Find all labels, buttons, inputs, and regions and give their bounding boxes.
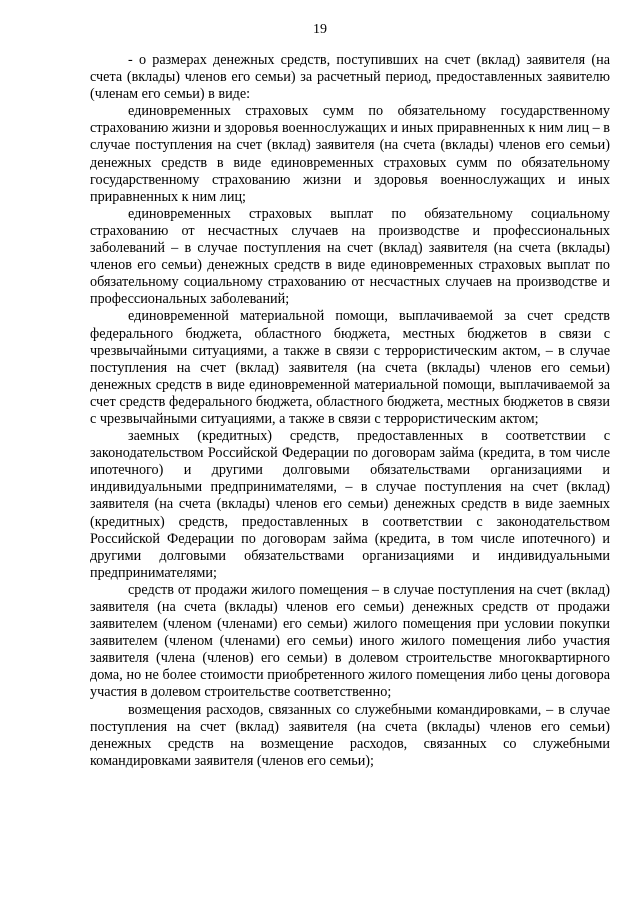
page-number: 19 bbox=[313, 22, 327, 37]
paragraph-intro: - о размерах денежных средств, поступивших на счет (вклад) заявителя (на счета (вклады) членов его семьи) за расчетный период, предоставленных заявителю (членам его семьи) в виде: bbox=[90, 52, 610, 103]
paragraph-loan-funds: заемных (кредитных) средств, предоставленных в соответствии с законодательством Российской Федерации по договорам займа (кредита, в том числе ипотечного) и другими долговыми обязательствами организациями и индивидуальными предпринимателями, – в случае поступления на счет (вклад) заявителя (на счета (вклады) членов его семьи) денежных средств в виде заемных (кредитных) средств, предоставленных в соответствии с законодательством Российской Федерации по договорам займа (кредита, в том числе ипотечного) и другими долговыми обязательствами организациями и индивидуальными предпринимателями; bbox=[90, 428, 610, 581]
paragraph-insurance-payments: единовременных страховых выплат по обязательному социальному страхованию от несчастных случаев на производстве и профессиональных заболеваний – в случае поступления на счет (вклад) заявителя (на счета (вклады) членов его семьи) денежных средств в виде единовременных страховых выплат по обязательному социальному страхованию от несчастных случаев на производстве и профессиональных заболеваний; bbox=[90, 205, 610, 308]
document-body bbox=[90, 52, 610, 770]
paragraph-housing-sale: средств от продажи жилого помещения – в случае поступления на счет (вклад) заявителя (на счета (вклады) членов его семьи) денежных средств от продажи заявителем (членом (членами) его семьи) жилого помещения при условии покупки заявителем (членом (членами) его семьи) иного жилого помещения либо участия заявителя (члена (членов) его семьи) в долевом строительстве многоквартирного дома, но не более стоимости приобретенного жилого помещения либо цены договора участия в долевом строительстве соответственно; bbox=[90, 581, 610, 701]
paragraph-material-aid: единовременной материальной помощи, выплачиваемой за счет средств федерального бюджета, областного бюджета, местных бюджетов в связи с чрезвычайными ситуациями, а также в связи с террористическим актом, – в случае поступления на счет (вклад) заявителя (на счета (вклады) членов его семьи) денежных средств в виде единовременной материальной помощи, выплачиваемой за счет средств федерального бюджета, областного бюджета, местных бюджетов в связи с чрезвычайными ситуациями, а также в связи с террористическим актом; bbox=[90, 308, 610, 427]
paragraph-travel-expenses: возмещения расходов, связанных со служебными командировками, – в случае поступления на счет (вклад) заявителя (на счета (вклады) членов его семьи) денежных средств на возмещение расходов, связанных со служебными командировками заявителя (членов его семьи); bbox=[90, 701, 610, 769]
paragraph-insurance-sums: единовременных страховых сумм по обязательному государственному страхованию жизни и здоровья военнослужащих и иных приравненных к ним лиц – в случае поступления на счет (вклад) заявителя (на счета (вклады) членов его семьи) денежных средств в виде единовременных страховых сумм по обязательному государственному страхованию жизни и здоровья военнослужащих и иных приравненных к ним лиц; bbox=[90, 103, 610, 205]
